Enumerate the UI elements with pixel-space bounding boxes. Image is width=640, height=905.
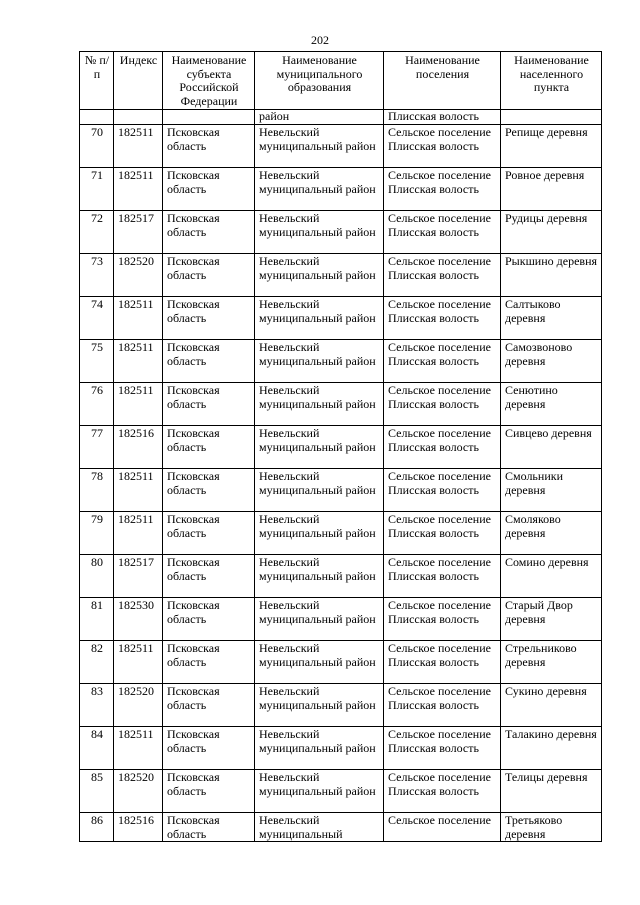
cell-index: 182511 [114,468,163,511]
table-row [80,640,602,683]
cell-settlement: Сельское поселение Плисская волость [384,210,501,253]
cell-index: 182511 [114,167,163,210]
cell-settlement: Сельское поселение Плисская волость [384,339,501,382]
table-header-row [80,52,602,110]
cell-subject: Псковская область [163,253,255,296]
cell-settlement: Сельское поселение Плисская волость [384,683,501,726]
cell-locality: Самозвоново деревня [501,339,602,382]
cell-num: 81 [80,597,114,640]
cell-num: 82 [80,640,114,683]
cell-locality: Сенютино деревня [501,382,602,425]
cell-index: 182530 [114,597,163,640]
header-locality: Наименование населенного пункта [501,52,602,110]
table-row [80,683,602,726]
cell-index: 182517 [114,210,163,253]
table-row [80,812,602,841]
cell-settlement: Сельское поселение Плисская волость [384,769,501,812]
cell-locality: Рыкшино деревня [501,253,602,296]
table-row [80,769,602,812]
cell-settlement: Сельское поселение Плисская волость [384,167,501,210]
cell-subject: Псковская область [163,124,255,167]
cell-settlement: Сельское поселение Плисская волость [384,124,501,167]
cell-index: 182516 [114,425,163,468]
cell-locality: Сукино деревня [501,683,602,726]
table-row [80,468,602,511]
cell-num: 74 [80,296,114,339]
cell-index: 182516 [114,812,163,841]
cell-locality: Смольники деревня [501,468,602,511]
cell-municipal: Невельский муниципальный район [255,683,384,726]
cell-index: 182511 [114,124,163,167]
cell-locality: Сомино деревня [501,554,602,597]
cell-num: 83 [80,683,114,726]
table-row [80,425,602,468]
cell-settlement: Плисская волость [384,109,501,124]
cell-municipal: район [255,109,384,124]
cell-settlement: Сельское поселение [384,812,501,841]
cell-index: 182511 [114,382,163,425]
cell-num: 72 [80,210,114,253]
cell-settlement: Сельское поселение Плисская волость [384,554,501,597]
cell-num: 86 [80,812,114,841]
cell-num: 80 [80,554,114,597]
cell-num: 84 [80,726,114,769]
cell-municipal: Невельский муниципальный район [255,339,384,382]
cell-subject: Псковская область [163,425,255,468]
continuation-row [80,109,602,124]
cell-index [114,109,163,124]
cell-municipal: Невельский муниципальный район [255,769,384,812]
table-row [80,339,602,382]
cell-municipal: Невельский муниципальный район [255,554,384,597]
cell-subject: Псковская область [163,812,255,841]
cell-index: 182511 [114,640,163,683]
header-municipal: Наименование муниципального образования [255,52,384,110]
cell-index: 182511 [114,726,163,769]
cell-subject: Псковская область [163,382,255,425]
header-settlement: Наименование поселения [384,52,501,110]
cell-subject: Псковская область [163,296,255,339]
cell-settlement: Сельское поселение Плисская волость [384,597,501,640]
cell-locality: Талакино деревня [501,726,602,769]
cell-settlement: Сельское поселение Плисская волость [384,468,501,511]
cell-index: 182520 [114,253,163,296]
cell-subject: Псковская область [163,511,255,554]
cell-settlement: Сельское поселение Плисская волость [384,726,501,769]
cell-num: 79 [80,511,114,554]
cell-locality: Сивцево деревня [501,425,602,468]
table-row [80,382,602,425]
cell-locality: Салтыково деревня [501,296,602,339]
cell-subject: Псковская область [163,597,255,640]
cell-subject: Псковская область [163,640,255,683]
cell-municipal: Невельский муниципальный район [255,253,384,296]
cell-locality: Третьяково деревня [501,812,602,841]
cell-subject: Псковская область [163,769,255,812]
cell-municipal: Невельский муниципальный район [255,640,384,683]
cell-locality: Ровное деревня [501,167,602,210]
cell-municipal: Невельский муниципальный район [255,468,384,511]
cell-num: 70 [80,124,114,167]
settlements-table [79,51,602,842]
cell-num: 71 [80,167,114,210]
cell-subject: Псковская область [163,167,255,210]
cell-index: 182520 [114,769,163,812]
cell-municipal: Невельский муниципальный район [255,210,384,253]
cell-settlement: Сельское поселение Плисская волость [384,511,501,554]
table-row [80,511,602,554]
cell-index: 182511 [114,511,163,554]
cell-subject: Псковская область [163,468,255,511]
cell-settlement: Сельское поселение Плисская волость [384,640,501,683]
cell-num: 85 [80,769,114,812]
cell-locality: Телицы деревня [501,769,602,812]
cell-locality: Старый Двор деревня [501,597,602,640]
cell-num: 73 [80,253,114,296]
table-row [80,296,602,339]
cell-municipal: Невельский муниципальный район [255,382,384,425]
cell-locality: Смоляково деревня [501,511,602,554]
page-number: 202 [311,33,329,47]
cell-num: 78 [80,468,114,511]
cell-subject: Псковская область [163,726,255,769]
cell-index: 182511 [114,296,163,339]
cell-index: 182517 [114,554,163,597]
cell-num: 77 [80,425,114,468]
cell-index: 182520 [114,683,163,726]
cell-settlement: Сельское поселение Плисская волость [384,253,501,296]
header-subject: Наименование субъекта Российской Федерации [163,52,255,110]
cell-num: 76 [80,382,114,425]
table-row [80,253,602,296]
cell-settlement: Сельское поселение Плисская волость [384,425,501,468]
cell-subject: Псковская область [163,339,255,382]
cell-municipal: Невельский муниципальный район [255,597,384,640]
cell-municipal: Невельский муниципальный район [255,296,384,339]
header-num: № п/п [80,52,114,110]
cell-municipal: Невельский муниципальный район [255,425,384,468]
cell-index: 182511 [114,339,163,382]
cell-subject [163,109,255,124]
cell-locality: Стрельниково деревня [501,640,602,683]
cell-settlement: Сельское поселение Плисская волость [384,382,501,425]
cell-settlement: Сельское поселение Плисская волость [384,296,501,339]
table-row [80,167,602,210]
cell-num: 75 [80,339,114,382]
cell-locality [501,109,602,124]
cell-municipal: Невельский муниципальный [255,812,384,841]
cell-locality: Репище деревня [501,124,602,167]
cell-municipal: Невельский муниципальный район [255,726,384,769]
table-row [80,554,602,597]
cell-subject: Псковская область [163,210,255,253]
cell-locality: Рудицы деревня [501,210,602,253]
header-index: Индекс [114,52,163,110]
table-row [80,210,602,253]
cell-municipal: Невельский муниципальный район [255,124,384,167]
table-row [80,597,602,640]
table-row [80,726,602,769]
cell-subject: Псковская область [163,683,255,726]
cell-num [80,109,114,124]
cell-municipal: Невельский муниципальный район [255,167,384,210]
cell-municipal: Невельский муниципальный район [255,511,384,554]
table-row [80,124,602,167]
cell-subject: Псковская область [163,554,255,597]
